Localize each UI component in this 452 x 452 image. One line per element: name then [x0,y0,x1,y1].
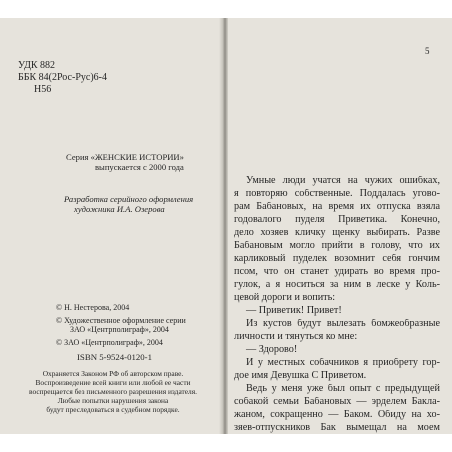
legal-notice-line: Охраняется Законом РФ об авторском праве. [42,369,184,378]
open-book [0,18,452,434]
design-credit-line1: Разработка серийного оформления [64,194,194,204]
body-text-line: рам Бабановых, на время их отпуска взяла [234,202,440,212]
body-text-line: годовалого пуделя Приветика. Конечно, [234,215,440,225]
body-text-line: Бабановым могло прийти в голову, что их [234,241,440,251]
legal-notice-line: воспрещается без письменного разрешения издателя. [29,387,197,396]
body-text-line: личности и тянуться ко мне: [234,332,358,342]
author-mark: Н56 [34,84,52,95]
design-credit-line2: художника И.А. Озерова [74,204,165,214]
body-text-line: цевой дороги и вопить: [234,293,336,303]
body-text-line: гулок, а я носиться за ним в леске у Коль- [234,280,440,290]
left-page-imprint [0,18,222,434]
copyright-author: © Н. Нестерова, 2004 [56,303,130,312]
body-text-line: псом, что он станет удирать во время про- [234,267,440,277]
body-text-line: Из кустов будут вылезать бомжеобразные [246,319,440,329]
bbk-code: ББК 84(2Рос-Рус)6-4 [18,72,107,83]
body-text-line: И у местных собачников я приобрету гор- [246,358,440,368]
series-since: выпускается с 2000 года [95,162,184,172]
isbn-number: ISBN 5-9524-0120-1 [77,352,153,362]
body-text-line: собакой семьи Бабановых — эрделем Бакла- [234,397,440,407]
legal-notice-line: Любые попытки нарушения закона [57,396,169,405]
body-text-line: зяев-отпускников Бак вымещал на моем [234,423,440,433]
body-text-line: дело хозяев кличку щенку выбирать. Разве [234,228,440,238]
udk-code: УДК 882 [18,60,56,71]
body-text-line: жаном, сокращенно — Баком. Обиду на хо- [234,410,440,420]
body-text-line: — Здорово! [246,345,298,355]
series-title: Серия «ЖЕНСКИЕ ИСТОРИИ» [66,152,184,162]
body-text-line: я повторяю собственные. Поддалась угово- [234,189,440,199]
legal-notice-line: Воспроизведение всей книги или любой ее части [35,378,191,387]
copyright-publisher: © ЗАО «Центрполиграф», 2004 [56,338,163,347]
copyright-design-line2: ЗАО «Центрполиграф», 2004 [70,325,169,334]
body-text-line: — Приветик! Привет! [246,306,342,316]
legal-notice-line: будут преследоваться в судебном порядке. [46,405,180,414]
body-text-line: Ведь у меня уже был опыт с предыдущей [246,384,440,394]
body-text-line: дое имя Девушка С Приветом. [234,371,367,381]
page-number: 5 [425,46,430,56]
body-text-line: карликовый пуделек возомнит себя гончим [234,254,440,264]
body-text-line: Умные люди учатся на чужих ошибках, [246,176,440,186]
copyright-design-line1: © Художественное оформление серии [56,316,186,325]
right-page-text [228,18,452,434]
